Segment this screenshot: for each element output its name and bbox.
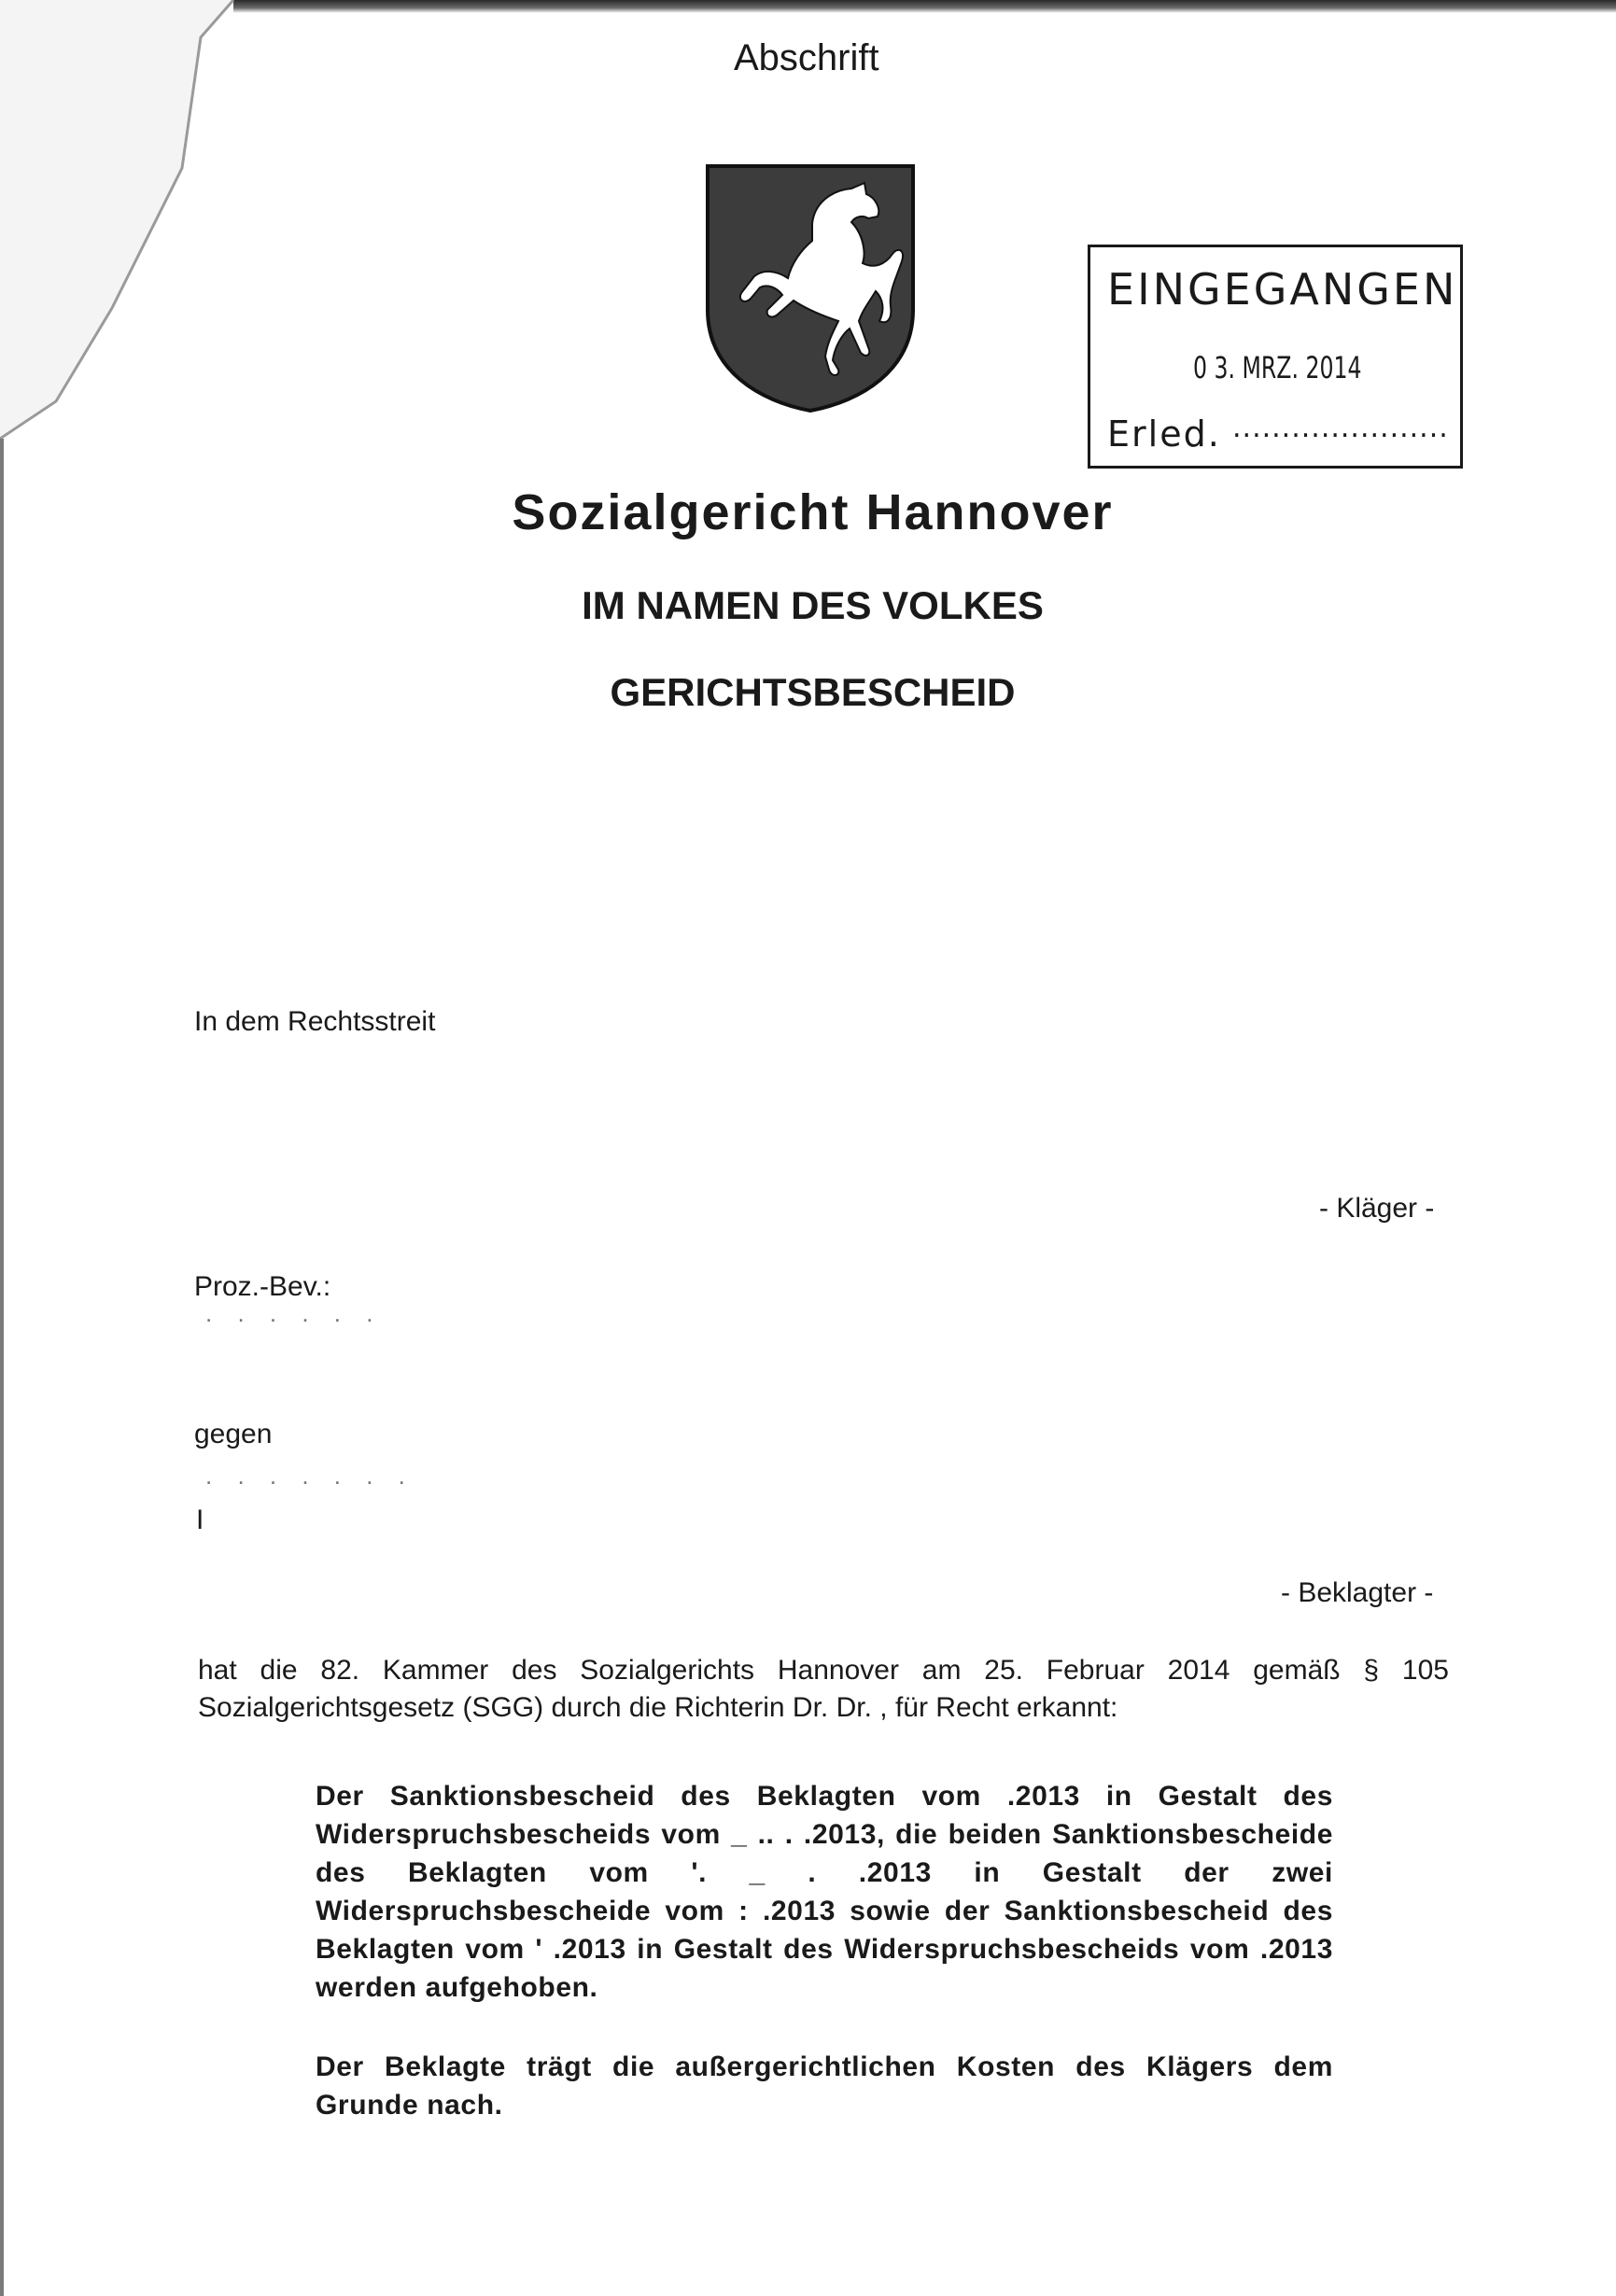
stamp-title: EINGEGANGEN	[1107, 264, 1458, 315]
subtitle-volk: IM NAMEN DES VOLKES	[582, 583, 1044, 627]
scan-edge-top	[233, 0, 1616, 13]
stamp-date: 0 3. MRZ. 2014	[1193, 350, 1362, 385]
redacted-defendant-line: I	[196, 1505, 204, 1535]
stamp-erled-label: Erled.	[1107, 413, 1221, 455]
tenor-costs: Der Beklagte trägt die außergerichtlichen Kosten des Klägers dem Grunde nach.	[316, 2051, 1333, 2121]
redacted-defendant: . . . . . . .	[205, 1462, 415, 1490]
court-name: Sozialgericht Hannover	[512, 484, 1114, 540]
defendant-role: - Beklagter -	[1281, 1577, 1434, 1608]
ruling-intro: hat die 82. Kammer des Sozialgerichts Hannover am 25. Februar 2014 gemäß § 105 Sozialgerichtsgesetz (SGG) durch die Richterin Dr. Dr. , für Recht erkannt:	[198, 1655, 1449, 1723]
intro-text: In dem Rechtsstreit	[194, 1006, 436, 1037]
plaintiff-role: - Kläger -	[1319, 1193, 1435, 1224]
lower-saxony-horse-crest-icon	[702, 161, 919, 414]
against-text: gegen	[194, 1419, 273, 1449]
stamp-erled-dots: ......................	[1232, 412, 1449, 444]
document-type-title: GERICHTSBESCHEID	[610, 670, 1016, 714]
tenor-annulment: Der Sanktionsbescheid des Beklagten vom .2013 in Gestalt des Widerspruchsbescheids vom _ .. . .2013, die beiden Sanktionsbescheide des Beklagten vom '. _ . .2013 in Gestalt der zwei Widerspruchsbescheide vom : .2013 sowie der Sanktionsbescheid des Beklagten vom ' .2013 in Gestalt des Widerspruchsbescheids vom .2013 werden aufgehoben.	[316, 1781, 1333, 2003]
received-stamp	[1088, 245, 1463, 469]
representative-label: Proz.-Bev.:	[194, 1271, 331, 1302]
redacted-representative: . . . . . .	[205, 1299, 383, 1327]
copy-label: Abschrift	[734, 37, 879, 78]
